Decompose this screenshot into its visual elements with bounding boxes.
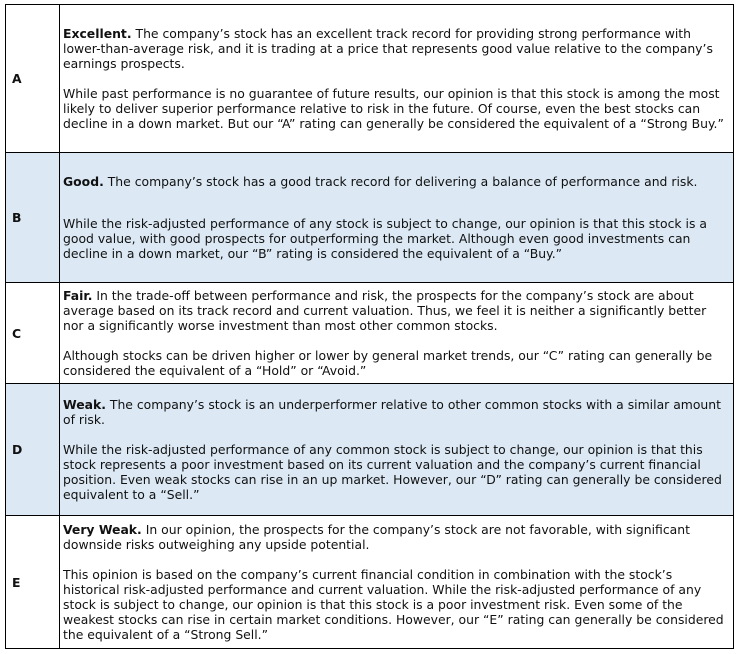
rating-summary — [63, 174, 729, 189]
rating-description — [60, 153, 734, 283]
rating-lead: In the trade-off between performance and risk, the prospects for the company’s stock are about average based on its track record and current valuation. Thus, we feel it is neither a significantly better nor a significantly worse investment than most other common stocks. — [63, 288, 707, 333]
rating-description — [60, 283, 734, 384]
rating-summary — [63, 288, 729, 333]
rating-heading: Weak. — [63, 397, 106, 412]
rating-lead: The company’s stock has a good track record for delivering a balance of performance and risk. — [107, 174, 698, 189]
rating-heading: Very Weak. — [63, 522, 142, 537]
rating-heading: Fair. — [63, 288, 93, 303]
grade-label: A — [6, 5, 60, 153]
rating-description — [60, 516, 734, 649]
rating-row-c — [6, 283, 734, 384]
paragraph-spacer — [63, 71, 729, 86]
rating-heading: Good. — [63, 174, 104, 189]
rating-lead: In our opinion, the prospects for the company’s stock are not favorable, with significant downside risks outweighing any upside potential. — [63, 522, 690, 552]
grade-label: E — [6, 516, 60, 649]
rating-summary — [63, 397, 729, 427]
grade-label: D — [6, 384, 60, 516]
ratings-table — [5, 4, 734, 649]
grade-label: C — [6, 283, 60, 384]
rating-detail: Although stocks can be driven higher or lower by general market trends, our “C” rating can generally be considered the equivalent of a “Hold” or “Avoid.” — [63, 348, 713, 378]
paragraph-spacer — [63, 333, 729, 348]
paragraph-spacer — [63, 552, 729, 567]
rating-lead: The company’s stock is an underperformer relative to other common stocks with a similar amount of risk. — [63, 397, 722, 427]
grade-label: B — [6, 153, 60, 283]
rating-row-e — [6, 516, 734, 649]
rating-detail: This opinion is based on the company’s current financial condition in combination with the stock’s historical risk-adjusted performance and current valuation. While the risk-adjusted performance of any stock is subject to change, our opinion is that this stock is a poor investment risk. Even some of the weakest stocks can rise in certain market conditions. However, our “E” rating can generally be considered the equivalent of a “Strong Sell.” — [63, 567, 724, 642]
rating-detail: While the risk-adjusted performance of any common stock is subject to change, our opinion is that this stock represents a poor investment based on its current valuation and the company’s current financial position. Even weak stocks can rise in an up market. However, our “D” rating can generally be considered equivalent to a “Sell.” — [63, 442, 722, 502]
rating-description — [60, 384, 734, 516]
rating-lead: The company’s stock has an excellent track record for providing strong performance with lower-than-average risk, and it is trading at a price that represents good value relative to the company’s earnings prospects. — [63, 26, 713, 71]
rating-summary — [63, 26, 729, 71]
rating-heading: Excellent. — [63, 26, 132, 41]
rating-row-a — [6, 5, 734, 153]
paragraph-spacer — [63, 427, 729, 442]
rating-detail: While past performance is no guarantee of future results, our opinion is that this stock is among the most likely to deliver superior performance relative to risk in the future. Of course, even the best stocks can decline in a down market. But our “A” rating can generally be considered the equivalent of a “Strong Buy.” — [63, 86, 724, 131]
paragraph-spacer — [63, 189, 729, 216]
rating-description — [60, 5, 734, 153]
rating-row-d — [6, 384, 734, 516]
rating-row-b — [6, 153, 734, 283]
rating-summary — [63, 522, 729, 552]
rating-detail: While the risk-adjusted performance of any stock is subject to change, our opinion is that this stock is a good value, with good prospects for outperforming the market. Although even good investments can decline in a down market, our “B” rating is considered the equivalent of a “Buy.” — [63, 216, 707, 261]
